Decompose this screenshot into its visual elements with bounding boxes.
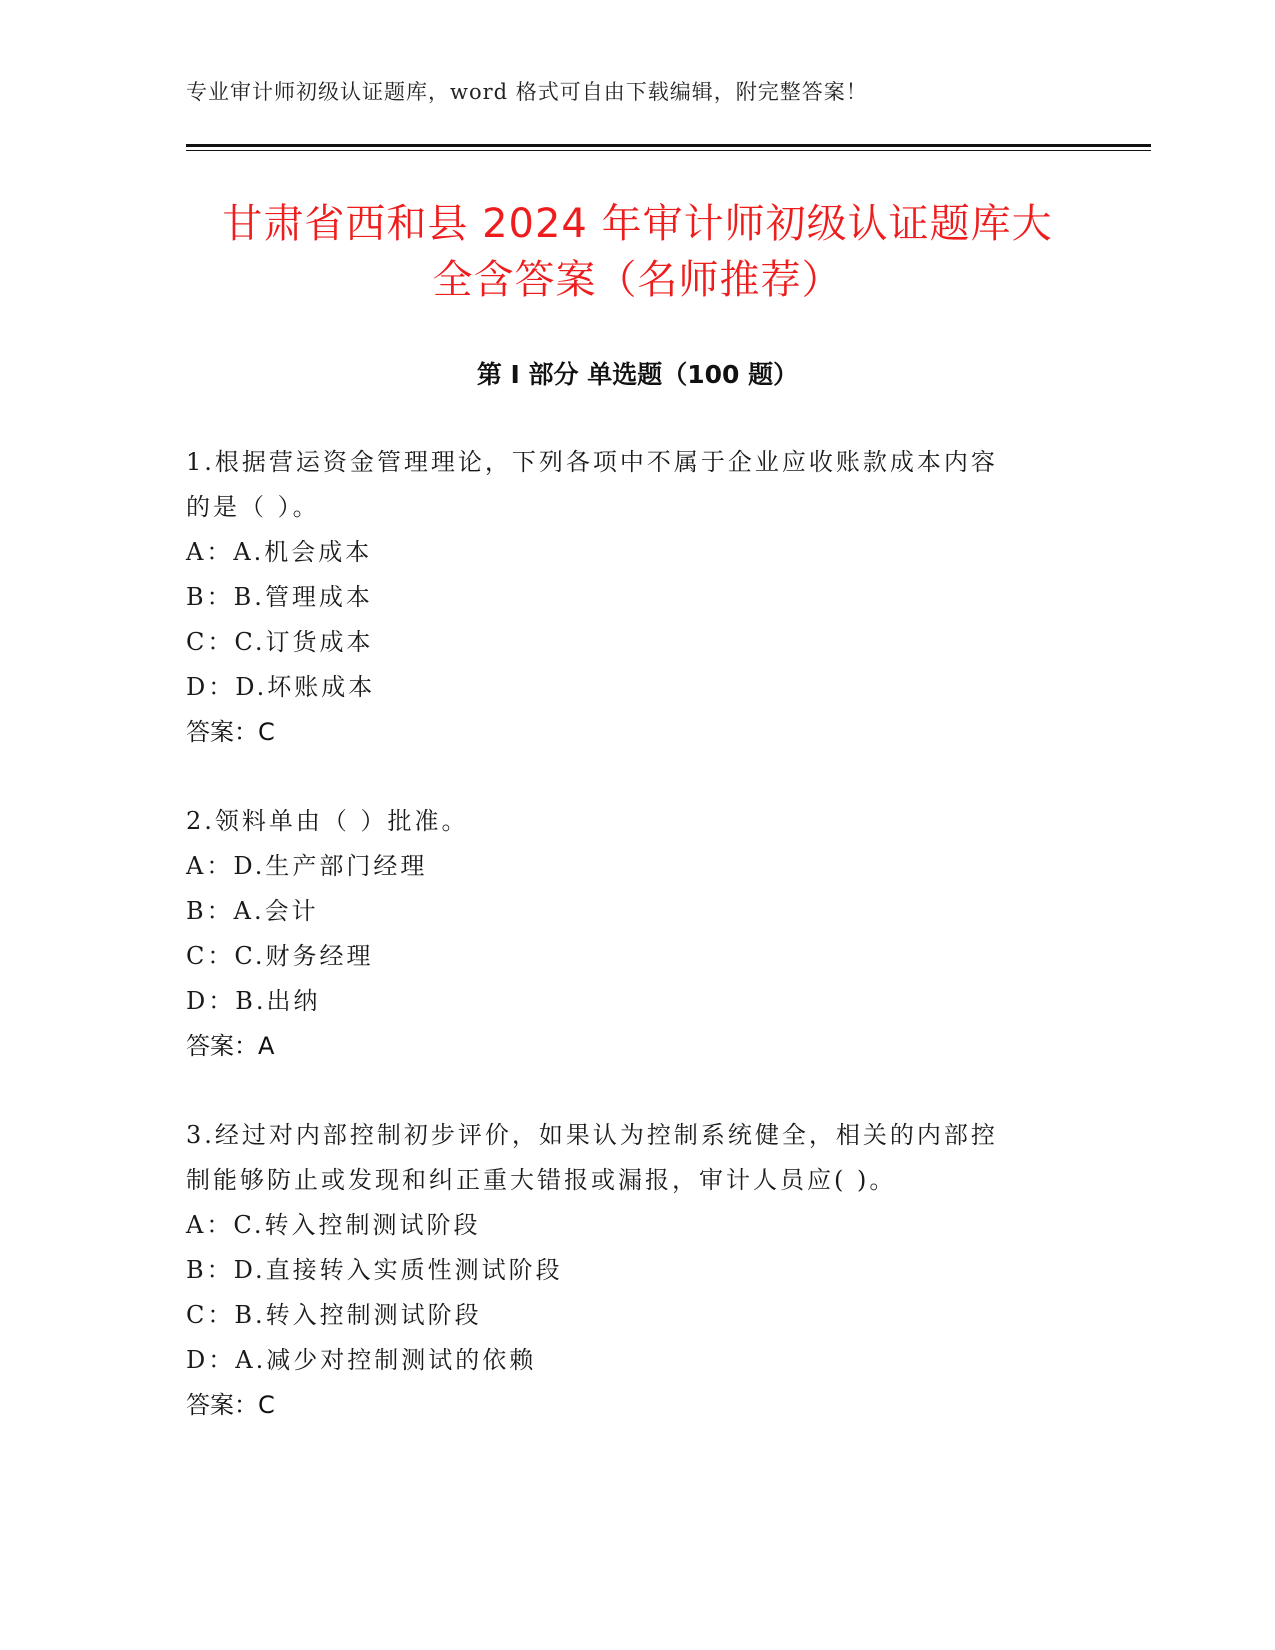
option-d: D：B.出纳	[186, 987, 321, 1015]
option-a: A：A.机会成本	[186, 538, 373, 566]
header-rule-thick	[186, 144, 1151, 147]
question-stem: 1.根据营运资金管理理论，下列各项中不属于企业应收账款成本内容	[186, 448, 998, 476]
option-c: C：C.订货成本	[186, 628, 374, 656]
header-note: 专业审计师初级认证题库，word 格式可自由下载编辑，附完整答案！	[186, 80, 868, 104]
option-d: D：A.减少对控制测试的依赖	[186, 1346, 537, 1374]
option-c: C：C.财务经理	[186, 942, 374, 970]
question-stem: 2.领料单由（ ）批准。	[186, 807, 469, 835]
question-2	[186, 799, 1066, 1069]
answer: 答案：A	[186, 1032, 275, 1060]
option-c: C：B.转入控制测试阶段	[186, 1301, 482, 1329]
document-title	[160, 196, 1115, 308]
question-3	[186, 1113, 1066, 1428]
question-stem: 的是（ ）。	[186, 493, 320, 521]
option-a: A：D.生产部门经理	[186, 852, 428, 880]
option-b: B：A.会计	[186, 897, 319, 925]
question-list	[186, 440, 1066, 1472]
section-heading: 第 I 部分 单选题（100 题）	[476, 360, 799, 389]
document-title-line-2: 全含答案（名师推荐）	[432, 257, 843, 303]
option-b: B：B.管理成本	[186, 583, 373, 611]
question-stem: 制能够防止或发现和纠正重大错报或漏报，审计人员应( )。	[186, 1166, 897, 1194]
question-1	[186, 440, 1066, 755]
document-title-line-1: 甘肃省西和县 2024 年审计师初级认证题库大	[222, 201, 1053, 247]
option-d: D：D.坏账成本	[186, 673, 376, 701]
option-a: A：C.转入控制测试阶段	[186, 1211, 481, 1239]
question-stem: 3.经过对内部控制初步评价，如果认为控制系统健全，相关的内部控	[186, 1121, 998, 1149]
answer: 答案：C	[186, 718, 275, 746]
header-rule-thin	[186, 150, 1151, 151]
answer: 答案：C	[186, 1391, 275, 1419]
option-b: B：D.直接转入实质性测试阶段	[186, 1256, 563, 1284]
